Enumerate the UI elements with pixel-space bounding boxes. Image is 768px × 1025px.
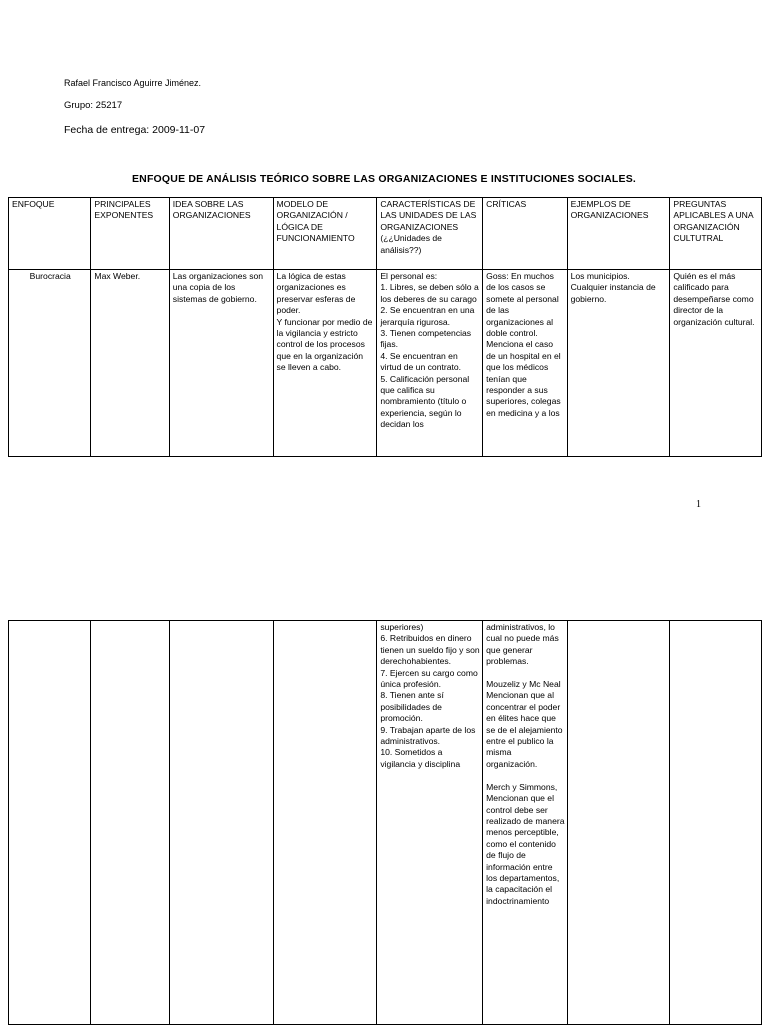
- document-title: ENFOQUE DE ANÁLISIS TEÓRICO SOBRE LAS ORGANIZACIONES E INSTITUCIONES SOCIALES.: [131, 173, 637, 185]
- author-name: Rafael Francisco Aguirre Jiménez.: [64, 78, 202, 88]
- analysis-table: [8, 197, 762, 457]
- cell-text: superiores) 6. Retribuidos en dinero tienen un sueldo fijo y son derechohabientes. 7. Ejercen su cargo como única profesión. 8. Tienen ante sí posibilidades de promoción. 9. Trabajan aparte de los administrativos. 10. Sometidos a vigilancia y disciplina: [380, 622, 480, 769]
- cell-criticas: [483, 621, 567, 1025]
- group-number: Grupo: 25217: [64, 100, 123, 111]
- table-header-row: [9, 198, 762, 270]
- header-criticas: CRÍTICAS: [483, 198, 567, 270]
- cell-text: Las organizaciones son una copia de los sistemas de gobierno.: [172, 271, 264, 304]
- header-idea: IDEA SOBRE LAS ORGANIZACIONES: [169, 198, 273, 270]
- cell-caracteristicas: [377, 621, 483, 1025]
- cell-ejemplos: [567, 621, 670, 1025]
- cell-modelo: [273, 621, 377, 1025]
- cell-preguntas: [670, 270, 762, 457]
- delivery-date: Fecha de entrega: 2009-11-07: [64, 124, 206, 136]
- cell-text: Burocracia: [29, 271, 71, 281]
- cell-idea: [169, 621, 273, 1025]
- header-exponentes: PRINCIPALES EXPONENTES: [91, 198, 169, 270]
- cell-text: Quién es el más calificado para desempeñarse como director de la organización cultural.: [673, 271, 755, 327]
- cell-text: El personal es: 1. Libres, se deben sólo a los deberes de su carago 2. Se encuentran en una jerarquía rigurosa. 3. Tienen competencias fijas. 4. Se encuentran en virtud de un contrato. 5. Calificación personal que califica su nombramiento (título o experiencia, según lo decidan los: [380, 271, 479, 430]
- table-row: [9, 270, 762, 457]
- cell-modelo: [273, 270, 377, 457]
- cell-ejemplos: [567, 270, 670, 457]
- cell-text: administrativos, lo cual no puede más que generar problemas. Mouzeliz y Mc Neal Mencionan que al concentrar el poder en élites hace que se de el alejamiento entre el publico la misma organización. Merch y Simmons, Mencionan que el control debe ser realizado de manera menos perceptible, como el contenido de flujo de información entre los departamentos, la capacitación el indoctrinamiento: [486, 622, 565, 906]
- page-number: 1: [696, 499, 701, 510]
- cell-criticas: [483, 270, 567, 457]
- header-preguntas: PREGUNTAS APLICABLES A UNA ORGANIZACIÓN CULTUTRAL: [670, 198, 762, 270]
- cell-enfoque: [9, 270, 91, 457]
- header-ejemplos: EJEMPLOS DE ORGANIZACIONES: [567, 198, 670, 270]
- cell-exponentes: [91, 621, 169, 1025]
- cell-text: Los municipios. Cualquier instancia de gobierno.: [570, 271, 656, 304]
- header-caracteristicas: CARACTERÍSTICAS DE LAS UNIDADES DE LAS ORGANIZACIONES (¿¿Unidades de análisis??): [377, 198, 483, 270]
- header-modelo: MODELO DE ORGANIZACIÓN / LÓGICA DE FUNCIONAMIENTO: [273, 198, 377, 270]
- analysis-table-continued: [8, 620, 762, 1025]
- header-enfoque: ENFOQUE: [9, 198, 91, 270]
- cell-text: Max Weber.: [94, 271, 141, 281]
- cell-enfoque: [9, 621, 91, 1025]
- cell-preguntas: [670, 621, 762, 1025]
- cell-idea: [169, 270, 273, 457]
- cell-text: Goss: En muchos de los casos se somete al personal de las organizaciones al doble control. Menciona el caso de un hospital en el que los médicos tenían que responder a sus superiores, colegas en medicina y a los: [486, 271, 561, 418]
- table-row: [9, 621, 762, 1025]
- cell-exponentes: [91, 270, 169, 457]
- cell-caracteristicas: [377, 270, 483, 457]
- cell-text: La lógica de estas organizaciones es preservar esferas de poder. Y funcionar por medio de la vigilancia y estricto control de los procesos que en la organización se lleven a cabo.: [276, 271, 373, 373]
